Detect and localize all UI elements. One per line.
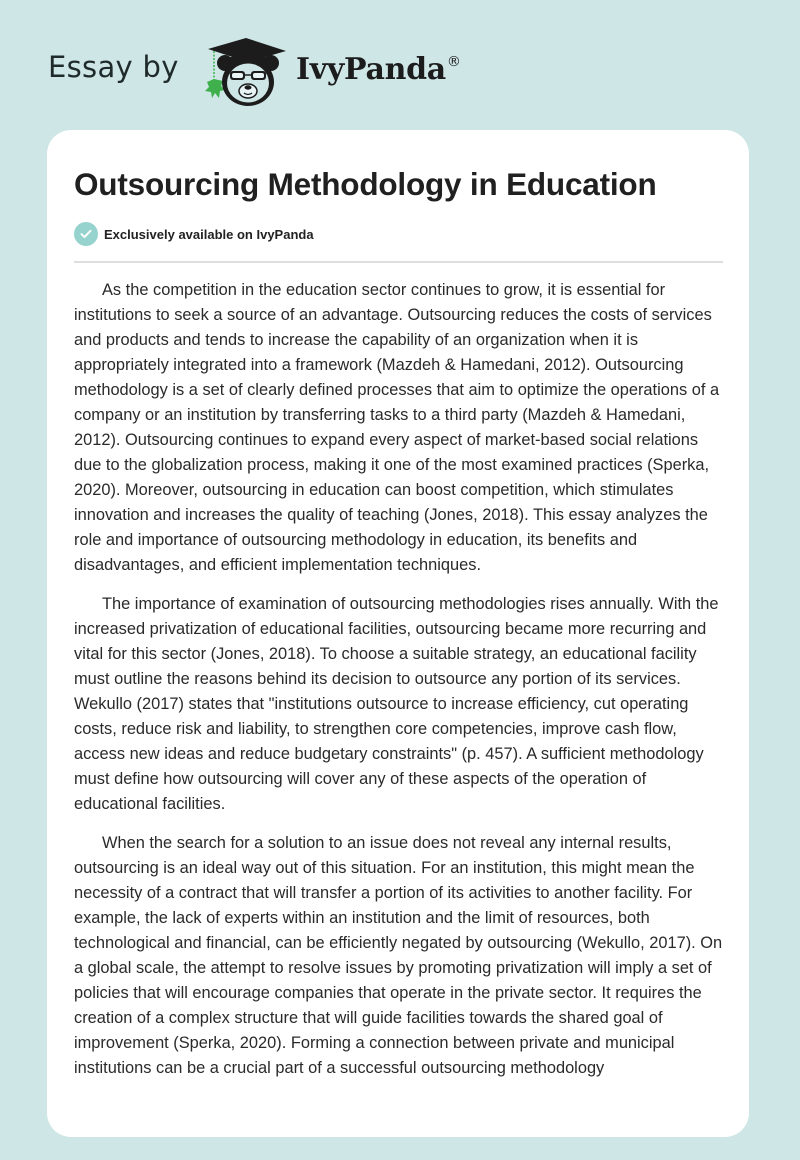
page-title: Outsourcing Methodology in Education — [74, 166, 657, 202]
exclusive-badge — [74, 222, 314, 246]
essay-card — [47, 130, 749, 1137]
exclusive-badge-text: Exclusively available on IvyPanda — [104, 226, 314, 242]
brand-name[interactable]: IvyPanda® — [296, 52, 461, 87]
paragraph: The importance of examination of outsourcing methodologies rises annually. With the increased privatization of educational facilities, outsourcing became more recurring and vital for this sector (Jones, 2018). To choose a suitable strategy, an educational facility must outline the reasons behind its decision to outsource any portion of its services. Wekullo (2017) states that "institutions outsource to increase efficiency, cut operating costs, reduce risk and liability, to strengthen core competencies, improve cash flow, access new ideas and reduce budgetary constraints" (p. 457). A sufficient methodology must define how outsourcing will cover any of these aspects of the operation of educational facilities. — [74, 595, 719, 813]
essay-by-label: Essay by — [48, 50, 179, 84]
paragraph: As the competition in the education sector continues to grow, it is essential for institutions to seek a source of an advantage. Outsourcing reduces the costs of services and products and tends to increase the capability of an organization when it is appropriately integrated into a framework (Mazdeh & Hamedani, 2012). Outsourcing methodology is a set of clearly defined processes that aim to optimize the operations of a company or an institution by transferring tasks to a third party (Mazdeh & Hamedani, 2012). Outsourcing continues to expand every aspect of market-based social relations due to the globalization process, making it one of the most examined practices (Sperka, 2020). Moreover, outsourcing in education can boost competition, which stimulates innovation and increases the quality of teaching (Jones, 2018). This essay analyzes the role and importance of outsourcing methodology in education, its benefits and disadvantages, and efficient implementation techniques. — [74, 281, 720, 574]
site-header — [0, 0, 800, 130]
divider — [74, 261, 723, 263]
essay-body — [74, 278, 729, 1095]
registered-mark: ® — [446, 54, 461, 70]
panda-graduation-cap-icon[interactable] — [200, 35, 292, 109]
paragraph: When the search for a solution to an issue does not reveal any internal results, outsourcing is an ideal way out of this situation. For an institution, this might mean the necessity of a contract that will transfer a portion of its activities to another facility. For example, the lack of experts within an institution and the limit of resources, both technological and financial, can be efficiently negated by outsourcing (Wekullo, 2017). On a global scale, the attempt to resolve issues by promoting privatization will imply a set of policies that will encourage companies that operate in the private sector. It requires the creation of a complex structure that will guide facilities towards the shared goal of improvement (Sperka, 2020). Forming a connection between private and municipal institutions can be a crucial part of a successful outsourcing methodology — [74, 834, 723, 1077]
check-circle-icon — [74, 222, 98, 246]
